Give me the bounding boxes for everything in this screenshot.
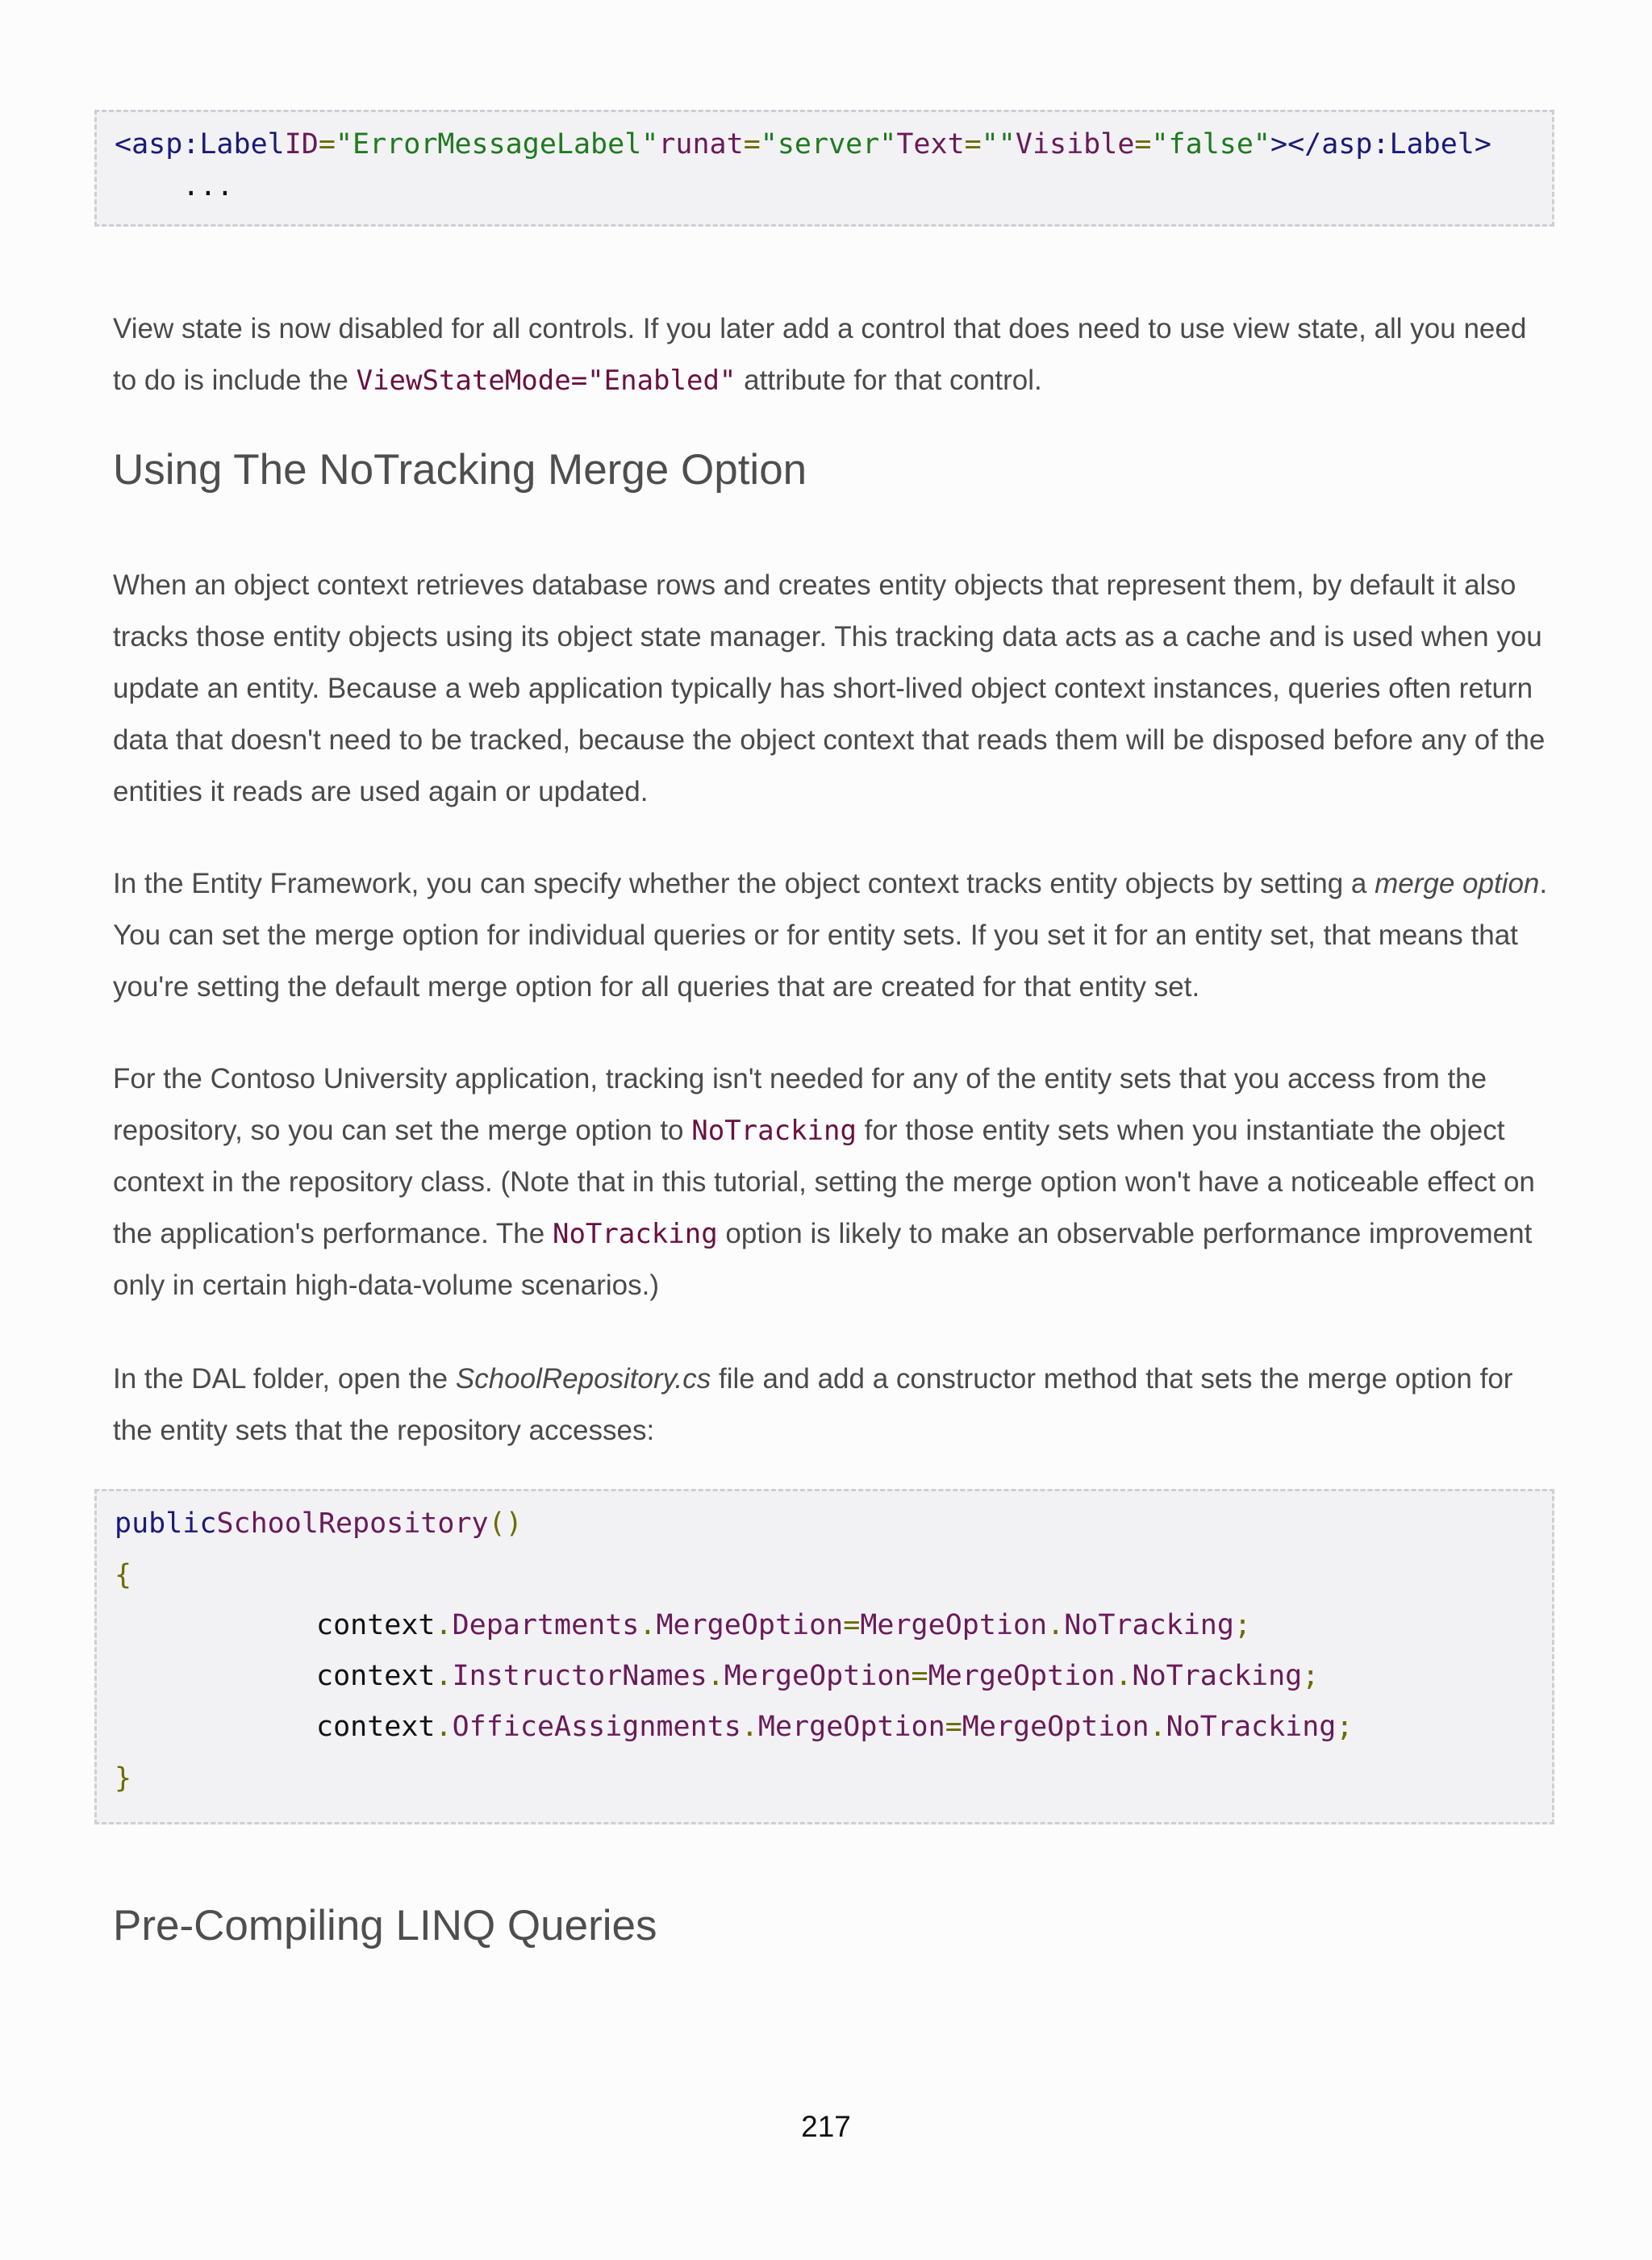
code-token: NoTracking [1064,1609,1234,1641]
code-token: "ErrorMessageLabel" [335,128,659,161]
section-heading-notracking: Using The NoTracking Merge Option [113,446,807,494]
code-token: = [318,128,336,161]
paragraph-contoso [113,1053,1549,1311]
code-token: "false" [1151,128,1270,161]
paragraph-dal-folder [113,1353,1549,1457]
inline-code: ViewStateMode="Enabled" [356,365,736,397]
emphasis-text: merge option [1375,868,1540,899]
code-token: . [1115,1660,1133,1692]
code-token: . [740,1711,758,1743]
code-token: . [1047,1609,1065,1641]
code-token: context [316,1609,436,1641]
code-token: . [435,1711,453,1743]
code-token: NoTracking [1132,1660,1303,1692]
code-block-csharp [94,1489,1554,1824]
code-token: runat [658,128,744,161]
code-token: Departments [452,1609,640,1641]
code-token: MergeOption [724,1660,912,1692]
code-token: public [115,1507,217,1540]
code-token: asp:Label [1321,128,1475,161]
code-token: MergeOption [860,1609,1048,1641]
code-token: . [707,1660,724,1692]
paragraph-text: In the DAL folder, open the [113,1363,456,1395]
code-token: = [1134,128,1152,161]
paragraph-text: View state is now disabled for all controls. If you later add a control that does need to use view state, all you need to do is include the [113,313,1527,396]
code-token: "server" [760,128,897,161]
code-token: Text [896,128,965,161]
code-token: MergeOption [656,1609,844,1641]
code-token: ; [1336,1711,1354,1743]
code-token: OfficeAssignments [452,1711,741,1743]
paragraph-viewstate [113,303,1549,407]
code-token: ; [1233,1609,1252,1641]
code-line-constructor [115,1499,523,1548]
code-line-statement [316,1601,1251,1649]
code-token: < [115,128,132,161]
code-token: "" [981,128,1016,161]
code-line-statement [316,1703,1353,1751]
code-token: MergeOption [757,1711,945,1743]
code-token: = [843,1609,861,1641]
code-token: = [945,1711,962,1743]
paragraph-text: for those entity sets when you instantiate the object context in the repository class. (Note that in this tutorial, setting the merge option won't have a noticeable effect on the application's performance. The [113,1115,1535,1249]
paragraph-text: In the Entity Framework, you can specify whether the object context tracks entity objects by setting a [113,868,1375,899]
code-token: MergeOption [962,1711,1149,1743]
code-token: asp:Label [131,128,285,161]
code-token: > [1474,128,1491,161]
paragraph-object-context: When an object context retrieves database rows and creates entity objects that represent them, by default it also tracks those entity objects using its object state manager. This tracking data acts as a cache and is used when you update an entity. Because a web application typically has short-lived object context instances, queries often return data that doesn't need to be tracked, because the object context that reads them will be disposed before any of the entities it reads are used again or updated. [113,569,1546,807]
paragraph-text: . You can set the merge option for individual queries or for entity sets. If you set it for an entity set, that means that you're setting the default merge option for all queries that are created for that entity set. [113,868,1548,1003]
code-token: ; [1302,1660,1320,1692]
code-line-statement [316,1652,1319,1700]
inline-code: NoTracking [552,1218,718,1250]
code-token: ></ [1270,128,1322,161]
paragraph-text: file and add a constructor method that sets the merge option for the entity sets that the repository accesses: [113,1363,1513,1446]
paragraph-text: attribute for that control. [736,365,1042,396]
code-token: NoTracking [1166,1711,1337,1743]
code-token: context [316,1711,436,1743]
code-token: context [316,1660,436,1692]
code-line-open-brace: { [115,1559,132,1591]
code-token: Visible [1015,128,1135,161]
page-number: 217 [801,2110,851,2143]
code-token: = [743,128,761,161]
code-line-ellipsis: ... [115,170,234,202]
code-token: SchoolRepository [216,1507,489,1540]
code-token: . [1149,1711,1166,1743]
code-token: () [488,1507,523,1540]
code-block-aspx [94,110,1554,227]
code-token: . [435,1609,453,1641]
code-token: MergeOption [928,1660,1116,1692]
code-token: = [911,1660,928,1692]
paragraph-text: For the Contoso University application, tracking isn't needed for any of the entity sets that you access from the repository, so you can set the merge option to [113,1063,1487,1146]
code-line-label [115,120,1491,169]
code-token: . [435,1660,453,1692]
emphasis-text: SchoolRepository.cs [455,1363,711,1395]
code-token: ID [284,128,319,161]
code-token: = [964,128,982,161]
code-token: . [639,1609,657,1641]
inline-code: NoTracking [691,1115,857,1147]
code-line-close-brace: } [115,1762,132,1795]
paragraph-merge-option [113,858,1549,1013]
section-heading-linq: Pre-Compiling LINQ Queries [113,1902,657,1949]
code-token: InstructorNames [452,1660,707,1692]
paragraph-text: option is likely to make an observable performance improvement only in certain high-data-volume scenarios.) [113,1218,1533,1301]
